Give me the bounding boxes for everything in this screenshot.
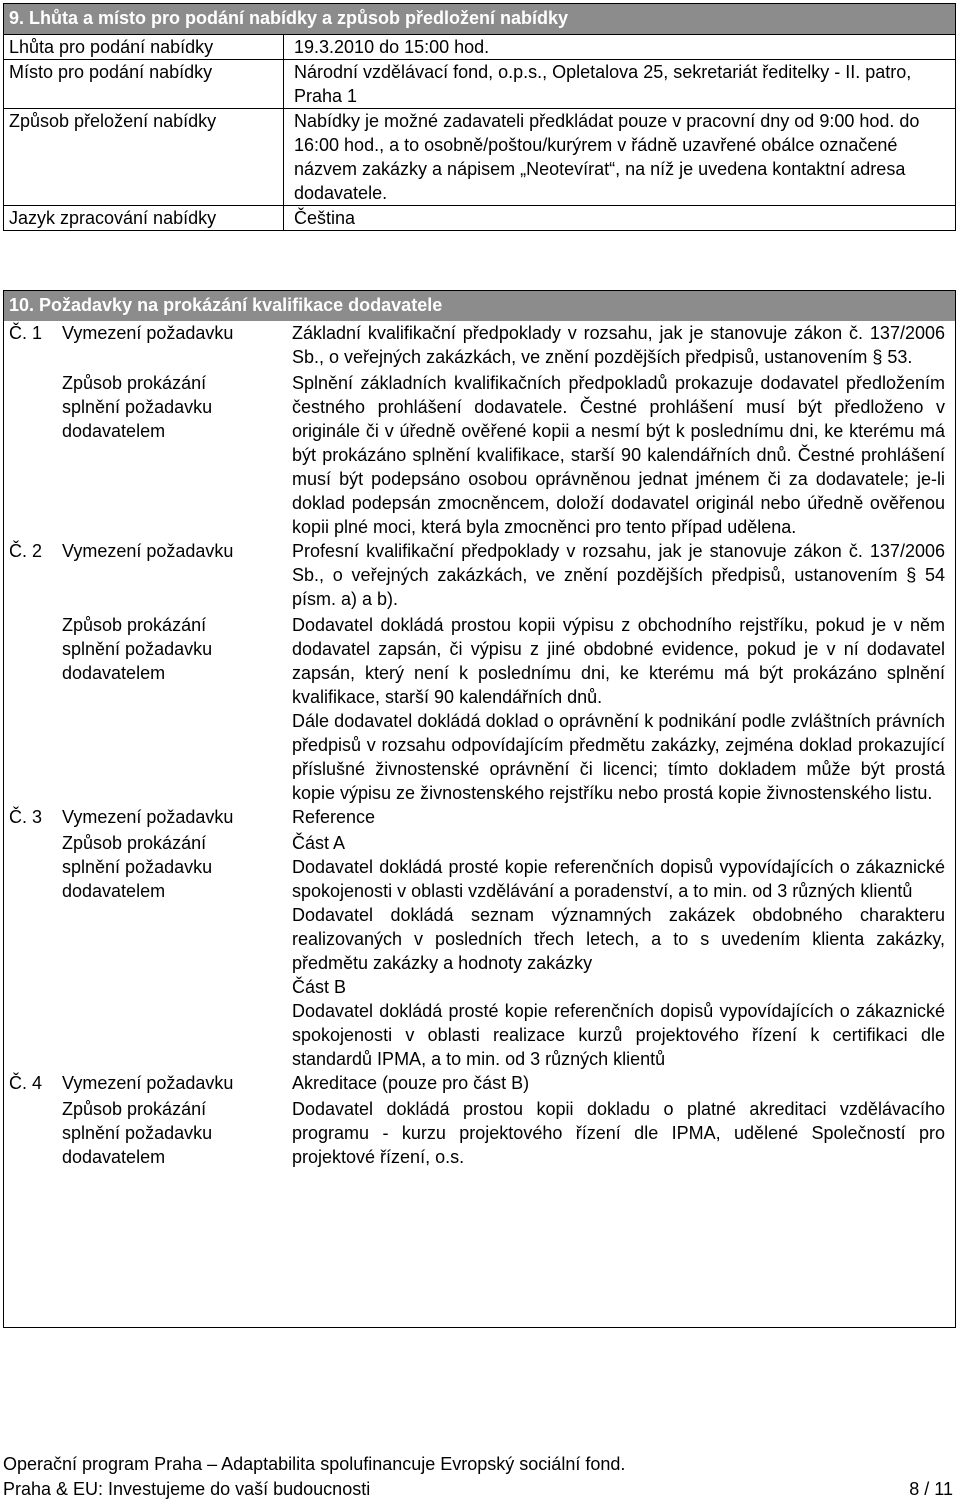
proof-text <box>292 371 945 539</box>
requirement-row <box>4 805 955 829</box>
proof-paragraph: Dodavatel dokládá prosté kopie referenčních dopisů vypovídajících o zákaznické spokojenosti v oblasti realizace kurzů projektového řízení k certifikaci dle standardů IPMA, a to min. od 3 různých klientů <box>292 1001 945 1069</box>
footer-bar <box>3 1477 953 1501</box>
proof-text <box>292 831 945 1071</box>
info-row <box>4 108 955 205</box>
proof-row <box>4 613 955 805</box>
requirement-row <box>4 321 955 369</box>
requirement-label: Vymezení požadavku <box>62 541 234 561</box>
requirement-item <box>4 805 955 1071</box>
info-row-label: Lhůta pro podání nabídky <box>4 35 284 59</box>
requirement-text: Akreditace (pouze pro část B) <box>292 1073 530 1093</box>
requirement-item <box>4 1071 955 1169</box>
proof-row <box>4 371 955 539</box>
requirement-item <box>4 539 955 805</box>
info-row <box>4 34 955 59</box>
proof-label: Způsob prokázání splnění požadavku dodavatelem <box>62 373 213 441</box>
section-10-heading: 10. Požadavky na prokázání kvalifikace dodavatele <box>4 291 955 321</box>
proof-paragraph: Splnění základních kvalifikačních předpokladů prokazuje dodavatel předložením čestného prohlášení dodavatele. Čestné prohlášení musí být předloženo v originále či v úředně ověřené kopii a nesmí být k poslednímu dni, ke kterému má být prokázáno splnění kvalifikace, starší 90 kalendářních dnů. Čestné prohlášení musí být podepsáno osobou oprávněnou jednat jménem či za dodavatele; je-li doklad podepsán zmocněncem, doloží dodavatel originál nebo úředně ověřenou kopii plné moci, která byla zmocněnci pro tento případ udělena. <box>292 373 945 537</box>
proof-text <box>292 613 945 805</box>
info-row-value: Nabídky je možné zadavateli předkládat pouze v pracovní dny od 9:00 hod. do 16:00 hod., a to osobně/poštou/kurýrem v řádně uzavřené obálce označené názvem zakázky a nápisem „Neotevírat“, na níž je uvedena kontaktní adresa dodavatele. <box>294 111 920 203</box>
proof-paragraph: Dodavatel dokládá prosté kopie referenčních dopisů vypovídajících o zákaznické spokojenosti v oblasti vzdělávání a poradenství, a to min. od 3 různých klientů <box>292 857 945 901</box>
info-row <box>4 205 955 230</box>
info-row-label: Jazyk zpracování nabídky <box>4 206 284 230</box>
requirement-number: Č. 4 <box>9 1073 43 1093</box>
proof-paragraph: Dodavatel dokládá seznam významných zakázek obdobného charakteru realizovaných v posledních třech letech, a to s uvedením klienta zakázky, předmětu zakázky a hodnoty zakázky <box>292 905 945 973</box>
section-9-table <box>3 3 956 231</box>
footer-program-line: Operační program Praha – Adaptabilita spolufinancuje Evropský sociální fond. <box>3 1454 626 1474</box>
info-row-value: Národní vzdělávací fond, o.p.s., Opletalova 25, sekretariát ředitelky - II. patro, Praha 1 <box>294 62 912 106</box>
requirement-number: Č. 1 <box>9 323 43 343</box>
proof-spacer <box>4 831 62 1071</box>
info-row-value: Čeština <box>294 208 356 228</box>
proof-paragraph: Část A <box>292 833 346 853</box>
proof-spacer <box>4 613 62 805</box>
proof-paragraph: Část B <box>292 977 347 997</box>
section-9-heading: 9. Lhůta a místo pro podání nabídky a způsob předložení nabídky <box>4 4 955 34</box>
requirement-row <box>4 1071 955 1095</box>
requirement-text: Základní kvalifikační předpoklady v rozsahu, jak je stanovuje zákon č. 137/2006 Sb., o veřejných zakázkách, ve znění pozdějších předpisů, ustanovením § 53. <box>292 323 945 367</box>
requirement-text: Reference <box>292 807 376 827</box>
requirement-row <box>4 539 955 611</box>
footer-slogan: Praha & EU: Investujeme do vaší budoucnosti <box>3 1479 371 1499</box>
proof-paragraph: Dodavatel dokládá prostou kopii výpisu z obchodního rejstříku, pokud je v něm dodavatel zapsán, či výpisu z jiné obdobné evidence, pokud je v ní dodavatel zapsán, který není k poslednímu dni, ke kterému má být prokázáno splnění kvalifikace, starší 90 kalendářních dnů. <box>292 615 945 707</box>
proof-row <box>4 1097 955 1169</box>
requirement-label: Vymezení požadavku <box>62 323 234 343</box>
proof-label: Způsob prokázání splnění požadavku dodavatelem <box>62 615 213 683</box>
proof-paragraph: Dodavatel dokládá prostou kopii dokladu o platné akreditaci vzdělávacího programu - kurzu projektového řízení dle IPMA, udělené Společností pro projektové řízení, o.s. <box>292 1099 945 1167</box>
proof-label: Způsob prokázání splnění požadavku dodavatelem <box>62 833 213 901</box>
requirement-number: Č. 3 <box>9 807 43 827</box>
requirement-item <box>4 321 955 539</box>
info-row-label: Místo pro podání nabídky <box>4 60 284 108</box>
proof-label: Způsob prokázání splnění požadavku dodavatelem <box>62 1099 213 1167</box>
proof-spacer <box>4 1097 62 1169</box>
requirement-number: Č. 2 <box>9 541 43 561</box>
info-row-value: 19.3.2010 do 15:00 hod. <box>294 37 490 57</box>
section-10-table <box>3 290 956 1328</box>
requirement-label: Vymezení požadavku <box>62 1073 234 1093</box>
proof-row <box>4 831 955 1071</box>
proof-paragraph: Dále dodavatel dokládá doklad o oprávnění k podnikání podle zvláštních právních předpisů v rozsahu odpovídajícím předmětu zakázky, zejména doklad prokazující příslušné živnostenské oprávnění či licenci; tímto dokladem může být prostá kopie výpisu ze živnostenského rejstříku nebo prostá kopie živnostenského listu. <box>292 711 945 803</box>
info-row-label: Způsob přeložení nabídky <box>4 109 284 205</box>
proof-spacer <box>4 371 62 539</box>
requirement-label: Vymezení požadavku <box>62 807 234 827</box>
info-row <box>4 59 955 108</box>
requirement-text: Profesní kvalifikační předpoklady v rozsahu, jak je stanovuje zákon č. 137/2006 Sb., o veřejných zakázkách, ve znění pozdějších předpisů, ustanovením § 54 písm. a) a b). <box>292 541 945 609</box>
proof-text <box>292 1097 945 1169</box>
page-number: 8 / 11 <box>909 1479 953 1499</box>
